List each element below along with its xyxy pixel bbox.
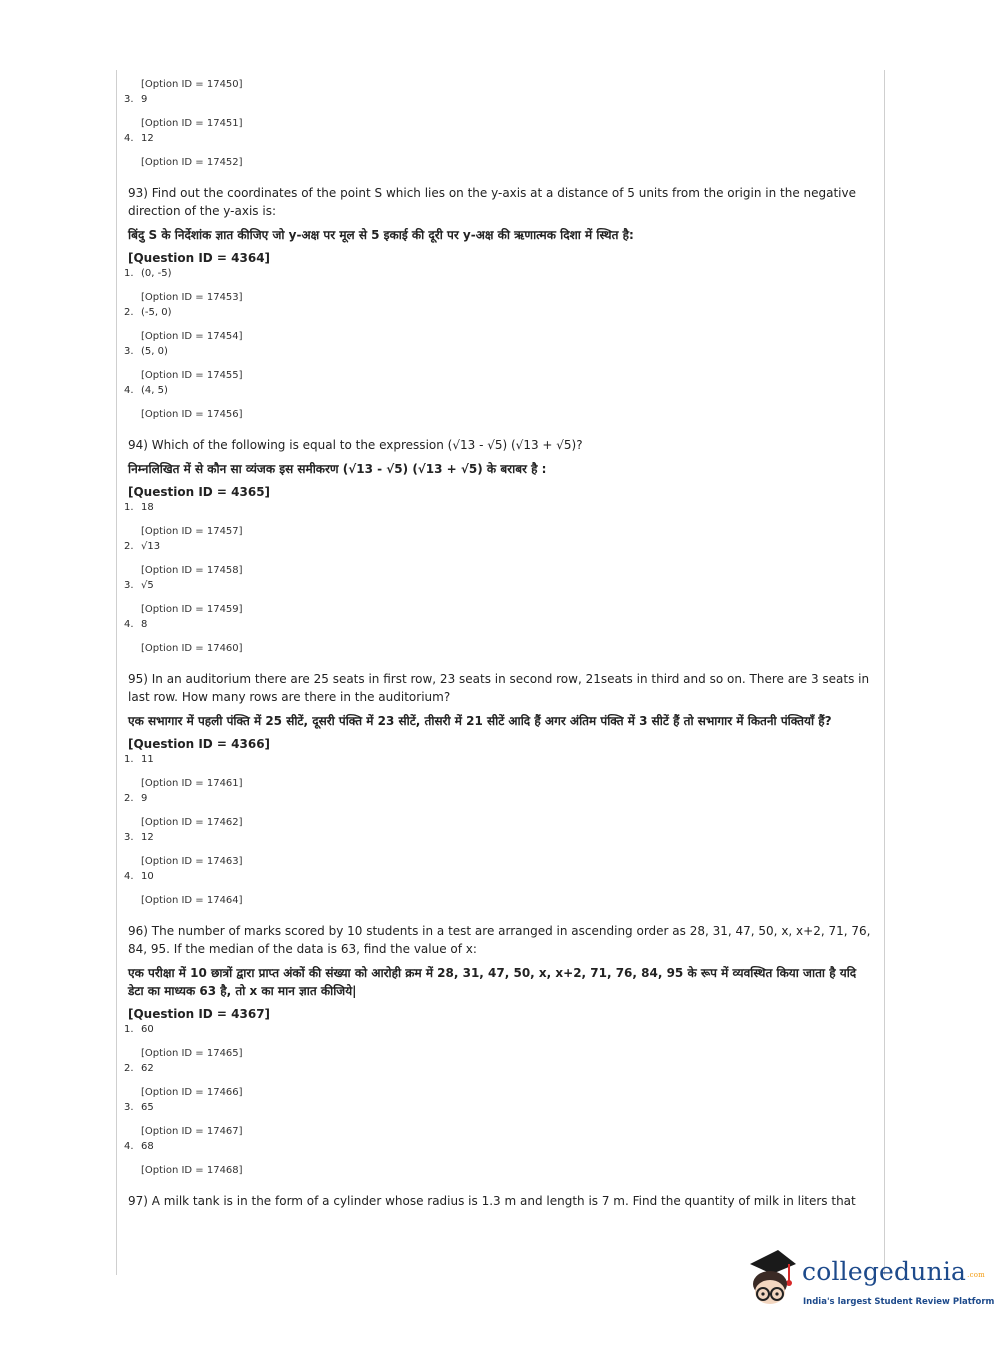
option-id: [Option ID = 17464]: [141, 895, 243, 906]
left-margin-rule: [116, 70, 117, 1275]
option-item: 2. √13: [124, 541, 161, 552]
option-item: 4. 8: [124, 619, 148, 630]
option-item: 3. 9: [124, 94, 148, 105]
question-text-english: 94) Which of the following is equal to the expression (√13 - √5) (√13 + √5)?: [128, 438, 583, 452]
option-item: 4. 10: [124, 871, 154, 882]
option-id: [Option ID = 17465]: [141, 1048, 243, 1059]
question-id: [Question ID = 4367]: [128, 1007, 271, 1021]
question-text-english: 93) Find out the coordinates of the point S which lies on the y-axis at a distance of 5 units from the origin in the negative direction of the y-axis is:: [128, 186, 857, 218]
option-id: [Option ID = 17466]: [141, 1087, 243, 1098]
question-93: [124, 184, 874, 266]
option-item: 4. 68: [124, 1141, 154, 1152]
question-text-hindi: बिंदु S के निर्देशांक ज्ञात कीजिए जो y-अक्ष पर मूल से 5 इकाई की दूरी पर y-अक्ष की ऋणात्मक दिशा में स्थित है:: [128, 228, 634, 242]
right-margin-rule: [884, 70, 885, 1275]
question-text-hindi: एक सभागार में पहली पंक्ति में 25 सीटें, दूसरी पंक्ति में 23 सीटें, तीसरी में 21 सीटें आदि हैं अगर अंतिम पंक्ति में 3 सीटें हैं तो सभागार में कितनी पंक्तियाँ हैं?: [128, 714, 832, 728]
option-id: [Option ID = 17462]: [141, 817, 243, 828]
option-item: 3. 65: [124, 1102, 154, 1113]
question-96: [124, 922, 874, 1022]
option-item: 2. (-5, 0): [124, 307, 172, 318]
mascot-icon: [744, 1250, 802, 1312]
question-text-english: 97) A milk tank is in the form of a cylinder whose radius is 1.3 m and length is 7 m. Find the quantity of milk in liters that: [128, 1194, 856, 1208]
option-id: [Option ID = 17468]: [141, 1165, 243, 1176]
option-id: [Option ID = 17456]: [141, 409, 243, 420]
option-id: [Option ID = 17458]: [141, 565, 243, 576]
option-id: [Option ID = 17454]: [141, 331, 243, 342]
question-paper-page: [124, 78, 874, 1210]
question-text-english: 95) In an auditorium there are 25 seats in first row, 23 seats in second row, 21seats in third and so on. There are 3 seats in last row. How many rows are there in the auditorium?: [128, 672, 870, 704]
option-id: [Option ID = 17461]: [141, 778, 243, 789]
option-item: 4. (4, 5): [124, 385, 168, 396]
option-item: 3. 12: [124, 832, 154, 843]
option-item: 1. 18: [124, 502, 154, 513]
question-97: [124, 1192, 874, 1210]
option-item: 2. 62: [124, 1063, 154, 1074]
brand-domain: .com: [967, 1271, 985, 1279]
question-id: [Question ID = 4365]: [128, 485, 271, 499]
option-id: [Option ID = 17452]: [141, 157, 243, 168]
option-item: 1. (0, -5): [124, 268, 172, 279]
question-95: [124, 670, 874, 752]
option-item: 1. 60: [124, 1024, 154, 1035]
option-item: 1. 11: [124, 754, 154, 765]
option-id: [Option ID = 17453]: [141, 292, 243, 303]
question-text-hindi: निम्नलिखित में से कौन सा व्यंजक इस समीकरण (√13 - √5) (√13 + √5) के बराबर है :: [128, 462, 547, 476]
question-id: [Question ID = 4364]: [128, 251, 271, 265]
question-94: [124, 436, 874, 500]
option-id: [Option ID = 17467]: [141, 1126, 243, 1137]
option-item: 3. √5: [124, 580, 154, 591]
option-item: 2. 9: [124, 793, 148, 804]
option-item: 4. 12: [124, 133, 154, 144]
question-text-english: 96) The number of marks scored by 10 students in a test are arranged in ascending order as 28, 31, 47, 50, x, x+2, 71, 76, 84, 95. If the median of the data is 63, find the value of x:: [128, 924, 871, 956]
option-id: [Option ID = 17455]: [141, 370, 243, 381]
option-id: [Option ID = 17457]: [141, 526, 243, 537]
option-id: [Option ID = 17451]: [141, 118, 243, 129]
option-id: [Option ID = 17460]: [141, 643, 243, 654]
option-id: [Option ID = 17459]: [141, 604, 243, 615]
option-id: [Option ID = 17450]: [141, 79, 243, 90]
collegedunia-logo: [744, 1250, 995, 1320]
brand-tagline: India's largest Student Review Platform: [803, 1297, 995, 1307]
option-item: 3. (5, 0): [124, 346, 168, 357]
question-id: [Question ID = 4366]: [128, 737, 271, 751]
brand-name: collegedunia.com: [802, 1257, 985, 1286]
question-text-hindi: एक परीक्षा में 10 छात्रों द्वारा प्राप्त अंकों की संख्या को आरोही क्रम में 28, 31, 47, 50, x, x+2, 71, 76, 84, 95 के रूप में व्यवस्थित किया जाता है यदि डेटा का माध्यक 63 है, तो x का मान ज्ञात कीजिये|: [128, 966, 857, 998]
option-id: [Option ID = 17463]: [141, 856, 243, 867]
